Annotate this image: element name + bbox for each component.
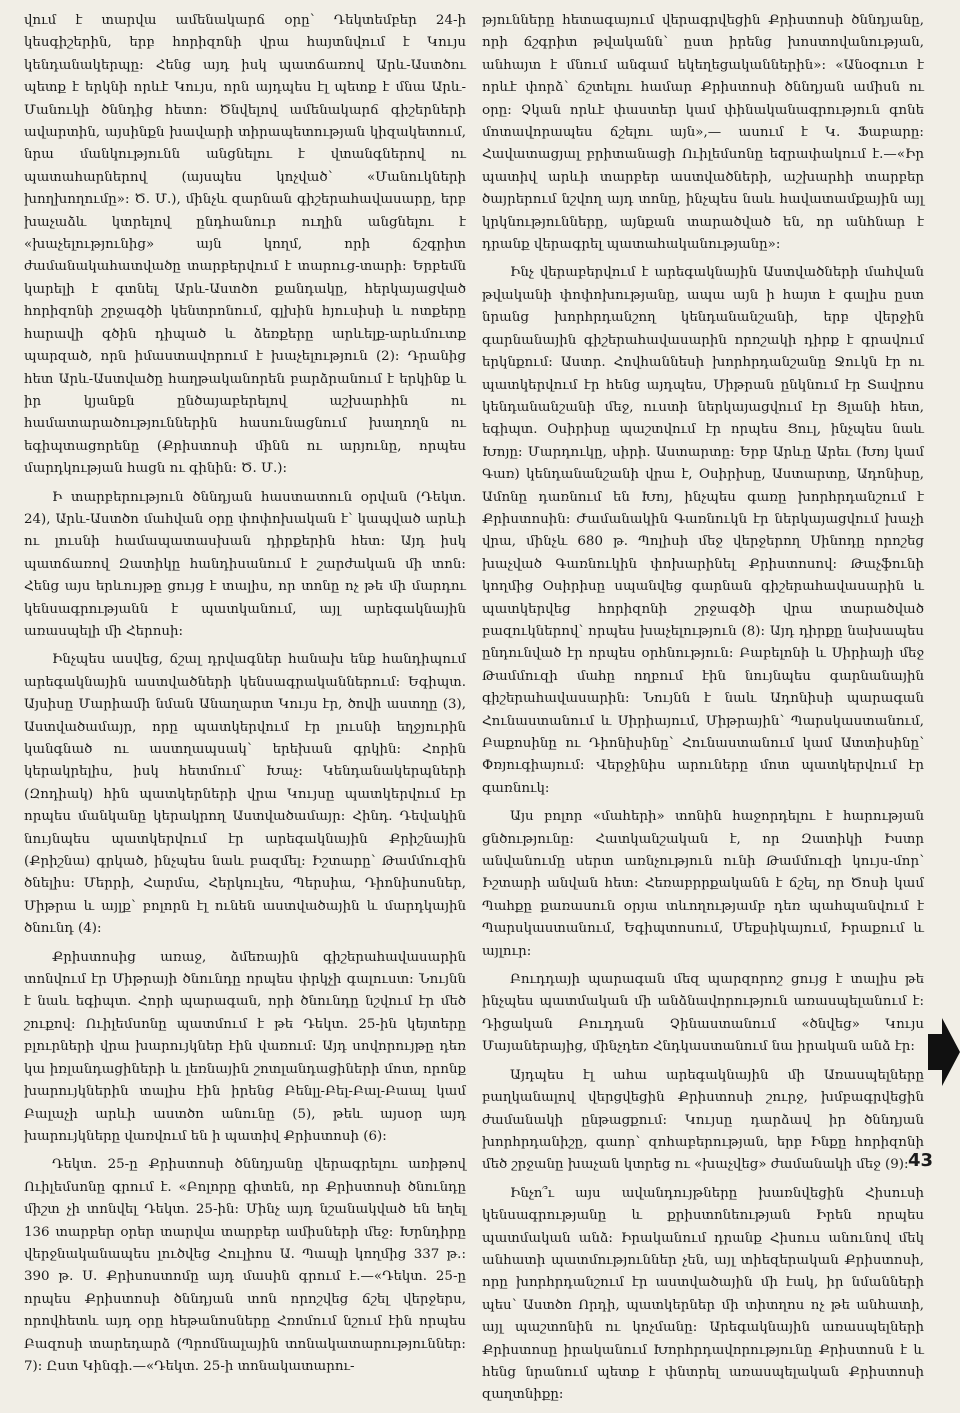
paragraph: Քրիստոսից առաջ, ձմեռային գիշերահավասարին տոնվում էր Միթրայի ծնունդը որպես փրկչի գալուստ։ Նույնն է նաև եգիպտ. Հորի պարագան, որի ծնունդը նշվում էր մեծ շուքով։ Ուիլեմսոնը պատմում է թե Դեկտ. 25-ին կեյտերը բլուրների վրա խարույկներ էին վառում։ Այդ սովորույթը դեռ կա իռլանդացիների և լեռնային շոտլանդացիների մոտ, որոնք խարույկներին տալիս էին իրենց Բենլլ-Բել-Բալ-Բաալ կամ Բալաչի արևի աստծո անունը (5), թեև այսօր այդ խարույկները վառվում են ի պատիվ Քրիստոսի (6)։ — [24, 949, 466, 1144]
right-column — [482, 10, 924, 1413]
paragraph: Այս բոլոր «մահերի» տոնին հաջորդելու է հարության ցնծությունը։ Հատկանշական է, որ Զատիկի Իստր անվանումը սերտ առնչություն ունի Թամմուզի կույս-մոր՝ Իշտարի անվան հետ։ Հեռաբրրքականն է ճշել, որ Ծոսի կամ Պահքը քառասուն օրյա տևողությամբ դեռ պահպանվում է Պարսկաստանում, Եգիպտոսում, Մեքսիկայում, Իրաքում և այլուր։ — [482, 809, 924, 959]
paragraph: Ի տարբերություն ծննդյան հաստատուն օրվան (Դեկտ. 24), Արև-Աստծո մահվան օրը փոփոխական է՝ կապված արևի ու լուսնի համապատասխան դիրքերին հետ։ Այդ իսկ պատճառով Զատիկը հանդիսանում է շարժական մի տոն։ Հենց այս երևույթը ցույց է տալիս, որ տոնը ոչ թե մի մարդու կենսագրությանն է պատկանում, այլ արեգակնային առասպելի մի Հերոսի։ — [24, 489, 466, 639]
left-column — [24, 10, 466, 1384]
paragraph: Բուդդայի պարագան մեզ պարզորոշ ցույց է տալիս թե ինչպես պատմական մի անձնավորություն առասպելանում է։ Դիցական Բուդդան Չինաստանում «ծնվեց» Կույս Մայաներայից, մինչդեռ Հնդկաստանում նա իրական անձ էր։ — [482, 972, 924, 1055]
paragraph: Ինչո՞ւ այս ավանդույթները խառնվեցին Հիսուսի կենսագրությանը և քրիստոնեության Իրեն որպես պատմական անձ։ Իրականում դրանք Հիսուս անունով մեկ անհատի պատմություններ չեն, այլ տիեզերական Քրիստոսի, որը խորհրդանշում էր աստվածային մի էակ, իր նմանների պես՝ Աստծո Որդի, պատկերներ մի տիտղոս ոչ թե անհատի, այլ պաշտոնին ու կոչմանը։ Արեգակնային առասպելների Քրիստոսը իրականում Խորհրդավորությունը Քրիստոսն է և հենց նրանում պետք է փնտրել առասպելական Քրիստոսի զաղտնիքը։ — [482, 1185, 924, 1403]
paragraph: Դեկտ. 25-ը Քրիստոսի ծննդյանը վերագրելու առիթով Ուիլեմսոնը գրում է. «Բոլորը գիտեն, որ Քրիստոսի ծնունդը միշտ չի տոնվել Դեկտ. 25-ին։ Մինչ այդ նշանակված են եղել 136 տարբեր օրեր տարվա տարբեր ամիսների մեջ։ Խրնդիրը վերջնականապես լուծվեց Հուլիոս Ա. Պապի կողմից 337 թ.։ 390 թ. Ս. Քրիսոստոմը այդ մասին գրում է.—«Դեկտ. 25-ը որպես Քրիստոսի ծննդյան տոն որոշվեց ճշել վերջերս, որովհետև այդ օրը հեթանոսները Հռոմում նշում էին որպես Բազոսի տարեդարձ (Պրոմնալային տոնակատարություններ։ 7)։ Ըստ Կինգի.—«Դեկտ. 25-ի տոնակատարու- — [24, 1157, 466, 1374]
paragraph: Ինչ վերաբերվում է արեգակնային Աստվածների մահվան թվականի փոփոխությանը, ապա այն ի հայտ է գալիս ըստ նրանց խորհրդանշող կենդանանշանի, երբ վերջին գարնանային գիշերահավասարին որոշակի դիրք է գրավում երկնքում։ Աստր. Հովհաննեսի խորհրդանշանը Ջուկն էր ու պատկերվում էր հենց այդպես, Միթրան ընկնում էր Տավրոս կենդանանշանի մեջ, ուստի ներկայացվում էր Ցլանի հետ, եգիպտ. Օսիրիսը պաշտվում էր որպես Ցուլ, ինչպես նաև Խոյը։ Մարդուկը, սիրի. Աստարտը։ Երբ Արևը Արեւ (Խոյ կամ Գառ) կենդանանշանի վրա է, Օսիրիսը, Աստարտը, Ադոնիսը, Ամոնը դառնում են Խոյ, ինչպես գառը խորհրդանշում է Քրիստոսին։ Ժամանակին Գառնուկն էր ներկայացվում խաչի վրա, մինչև 680 թ. Պոլիսի մեջ վերջերող Սինոդը որոշեց խաչված Գառնուկին փոխարինել Քրիստոսով։ Թաչֆունի կողմից Օսիրիսը սպանվեց գարնան գիշերահավասարին և պատկերվեց հորիզոնի շրջագծի վրա տարածված բազուկներով՝ որպես խաչելություն (8)։ Այդ դիրքը նախապես ընդունված էր որպես օրհնություն։ Բաբելոնի և Սիրիայի մեջ Թամմուզի մահը ողբում էին նույնպես գարնանային գիշերահավասարին։ Նույնն է նաև Ադոնիսի պարագան Հունաստանում և Սիրիայում, Միթրային՝ Պարսկաստանում, Բաքոսինը ու Դիոնիսինը՝ Հունաստանում կամ Ատտիսինը՝ Փռյուգիայում։ Վերջինիս արուները մոտ պատկերվում էր գառնուկ։ — [482, 265, 924, 796]
page-number: 43 — [908, 1150, 934, 1171]
paragraph: թյունները հետագայում վերագրվեցին Քրիստոսի ծննդյանը, որի ճշգրիտ թվականն՝ ըստ իրենց խոստովանության, անհայտ է մնում անգամ եկեղեցականներին»։ «Անօգուտ է որևէ փորձ՝ ճշտելու համար Քրիստոսի ծննդյան ամիսն ու օրը։ Չկան որևէ փաստեր կամ փինականագրություն գոնե մոտավորապես ճշելու այն»,— ասում է Կ. Ֆաբարը։ Հավատացյալ բրիտանացի Ուիլեմսոնը եզրափակում է.—«Իր պատիվ արևի տարբեր աստվածների, աշխարհի տարբեր ծայրերում նշվող այդ տոնը, ինչպես նաև հավատամքային այլ կրկնությունները, այնքան տարածված են, որ անհնար է դրանք վերագրել պատահականությանը»։ — [482, 13, 924, 253]
paragraph: վում է տարվա ամենակարճ օրը՝ Դեկտեմբեր 24-ի կեսգիշերին, երբ հորիզոնի վրա հայտնվում է Կույս կենդանակերպը։ Հենց այդ իսկ պատճառով Արև-Աստծու պետք է երկնի որևէ Կույս, որն այդպես էլ պետք է մնա Արև-Մանուկի ծննդից հետո։ Ծնվելով ամենակարճ գիշերների ավարտին, այսինքն խավարի տիրապետության կիզակետում, նրա մանկությունն անցնելու է վտանգներով ու պատահարներով (այսպես կոչված՝ «Մանուկների խողխողումը»։ Ծ. Մ.), մինչև զարնան գիշերահավասարը, երբ խաչաձև կտրելով ընդհանուր ուղին անցնելու է «խաչելությունից» այն կողմ, որի ճշգրիտ ժամանակահատվածը տարբերվում է տարուց-տարի։ Երբեմն կարելի է գտնել Արև-Աստծո քանդակը, հերկայացված հորիզոնի շրջագծի կենտրոնում, գլխին հյուսիսի և ոտքերը հարավի գծին դիպած և ձեռքերը արևելք-արևմուտք պարզած, որն իմաստավորում է խաչելություն (2)։ Դրանից հետ Արև-Աստվածը հաղթականորեն բարձրանում է երկինք և իր կյանքն ընծայաբերելով աշխարհին ու համատարածություններին հասունացնում խաղողն ու եգիպտացորենը (Քրիստոսի մինն ու արյունը, որպես մարդկության հացն ու գինին։ Ծ. Մ.)։ — [24, 13, 466, 477]
paragraph: Ինչպես ասվեց, ճշալ դրվագներ հանախ ենք հանդիպում արեգակնային աստվածների կենսագրականներում։ Եգիպտ. Այսիսը Մարիամի նման Անաղարտ Կույս էր, ծովի աստղը (3), Աստվածամայր, որը պատկերվում էր լուսնի եղջյուրին կանգնած ու աստղապսակ՝ երեխան գրկին։ Հորին կերակրելիս, իսկ հետմում՝ Խաչ։ Կենդանակերպների (Զոդիակ) հին պատկերների վրա Կույսը պատկերվում էր որպես մանկանը կերակրող Աստվածամայր։ Հինդ. Դեվակին նույնպես պատկերվում էր արեգակնային Քրիշնային (Քրիշնա) գրկած, ինչպես նաև բազմել։ Իշտարը՝ Թամմուզին ծնելիս։ Մերրի, Հարմա, Հերկուլես, Պերսիա, Դիոնիսոսներ, Միթրա և այլք՝ բոլորն էլ ունեն աստվածային և մարդկային ծնունդ (4)։ — [24, 652, 466, 937]
paragraph: Այդպես էլ ահա արեգակնային մի Առասպելները բաղկանալով վերցվեցին Քրիստոսի շուրջ, խմբագրվեցին ժամանակի ընթացքում։ Կույսը դարձավ իր ծննդյան խորհրդանիշը, գաոր՝ զոհաբերության, երբ Ինքը հորիզոնի մեծ շրջանը խաչան կտրեց ու «խաչվեց» ժամանակի մեջ (9)։ — [482, 1067, 924, 1173]
next-page-arrow-icon[interactable] — [928, 1018, 960, 1086]
arrow-shape — [928, 1018, 960, 1086]
